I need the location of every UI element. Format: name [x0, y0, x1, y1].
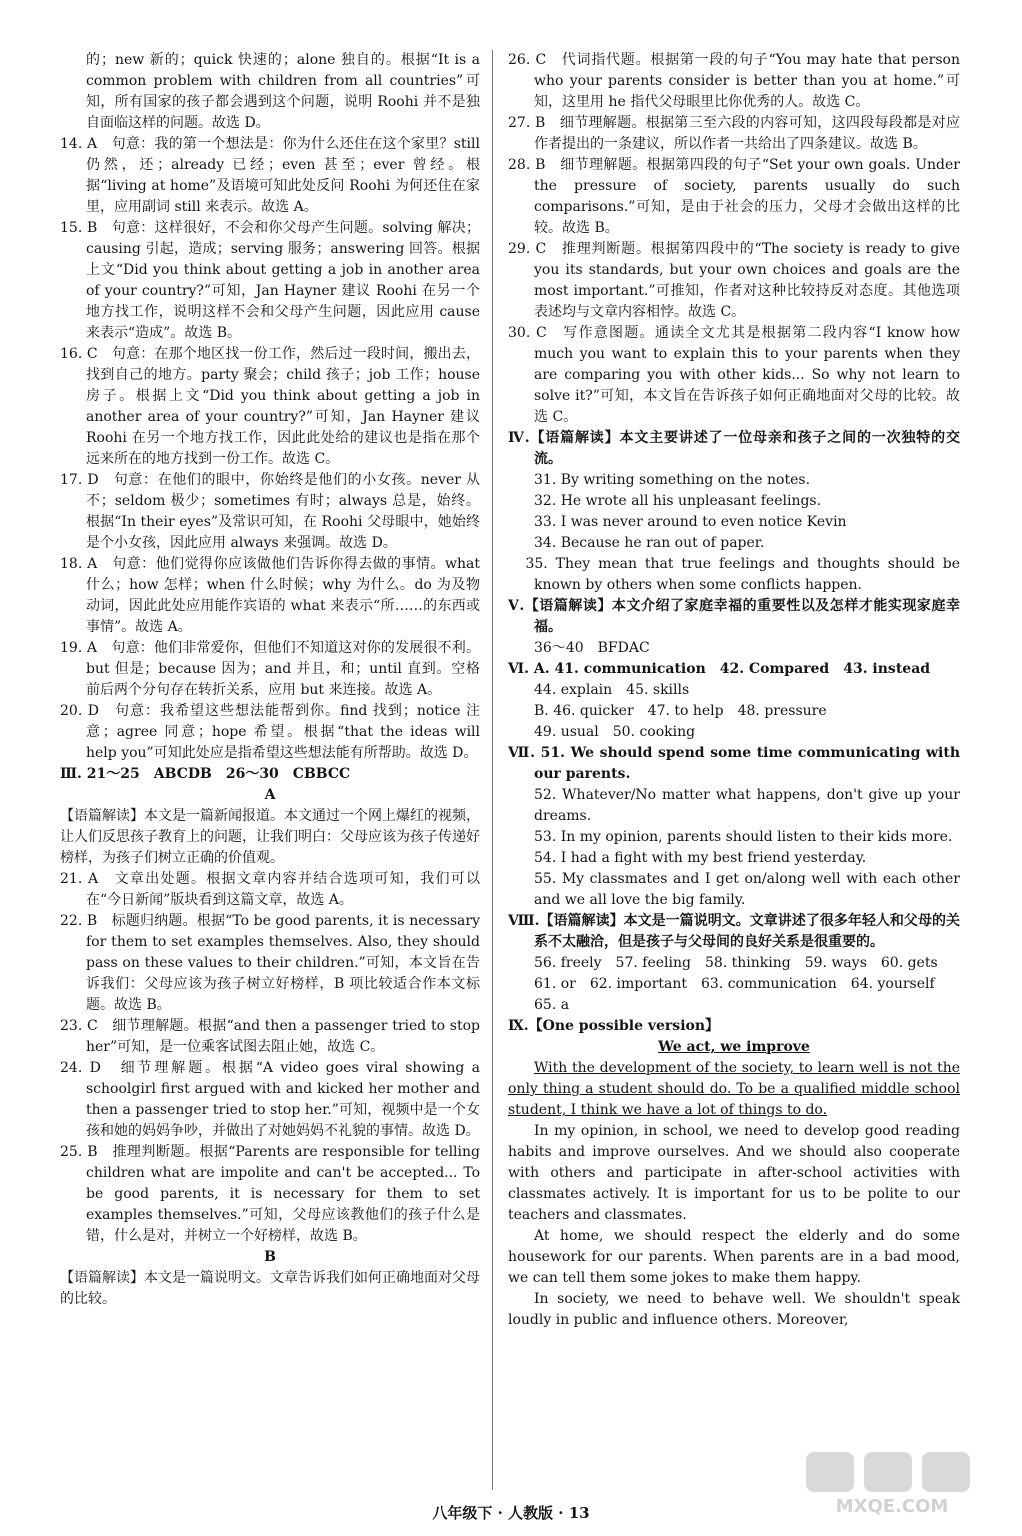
- right-text-block: Ⅳ.【语篇解读】本文主要讲述了一位母亲和孩子之间的一次独特的交流。: [508, 430, 960, 467]
- left-text-block: 的；new 新的；quick 快速的；alone 独自的。根据“It is a common problem with children from all countries”可知，所有国家的孩子都会遇到这个问题，说明 Roohi 并不是独自面临这样的问题。故选 D。: [86, 52, 480, 131]
- right-text-block: 33. I was never around to even notice Kevin: [534, 514, 847, 530]
- right-text-block: 55. My classmates and I get on/along well with each other and we all love the big family.: [534, 871, 960, 908]
- left-text-block: 【语篇解读】本文是一篇新闻报道。本文通过一个网上爆红的视频，让人们反思孩子教育上的问题，让我们明白：父母应该为孩子传递好榜样，为孩子们树立正确的价值观。: [60, 808, 480, 866]
- right-text-block: At home, we should respect the elderly and do some housework for our parents. When parents are in a bad mood, we can tell them some jokes to make them happy.: [508, 1228, 960, 1286]
- right-text-block: Ⅵ. A. 41. communication 42. Compared 43. instead: [508, 661, 931, 677]
- right-text-block: 29. C 推理判断题。根据第四段中的“The society is ready to give you its standards, but your own choices and goals are the most important.”可推知，作者对这种比较持反对态度。其他选项表述均与文章内容相悖。故选 C。: [508, 241, 960, 320]
- watermark-logo: [802, 1448, 982, 1518]
- left-text-block: 22. B 标题归纳题。根据“To be good parents, it is necessary for them to set examples themselves. Also, they should pass on these values to their children.”可知，本文旨在告诉我们：父母应该为孩子树立好榜样，B 项比较适合作本文标题。故选 B。: [60, 913, 480, 1013]
- right-text-block: B. 46. quicker 47. to help 48. pressure: [534, 703, 827, 719]
- right-text-block: In society, we need to behave well. We shouldn't speak loudly in public and influence others. Moreover,: [508, 1291, 960, 1328]
- left-text-block: Ⅲ. 21～25 ABCDB 26～30 CBBCC: [60, 766, 351, 782]
- left-text-block: 25. B 推理判断题。根据“Parents are responsible for telling children what are impolite and can't be accepted... To be good parents, it is necessary for them to set examples themselves.”可知，父母应该教他们的孩子什么是错，什么是对，并树立一个好榜样，故选 B。: [60, 1144, 480, 1244]
- right-text-block: Ⅶ. 51. We should spend some time communicating with our parents.: [508, 745, 960, 782]
- right-text-block: 27. B 细节理解题。根据第三至六段的内容可知，这四段每段都是对应作者提出的一条建议，所以作者一共给出了四条建议。故选 B。: [508, 115, 960, 152]
- right-text-block: 52. Whatever/No matter what happens, don't give up your dreams.: [534, 787, 960, 824]
- right-text-block: 26. C 代词指代题。根据第一段的句子“You may hate that person who your parents consider is better than you at home.”可知，这里用 he 指代父母眼里比你优秀的人。故选 C。: [508, 52, 960, 110]
- left-text-block: 20. D 句意：我希望这些想法能帮到你。find 找到；notice 注意；agree 同意；hope 希望。根据“that the ideas will help you”可知此处应是指希望这些想法能有所帮助。故选 D。: [60, 703, 480, 761]
- right-text-block: We act, we improve: [658, 1039, 810, 1055]
- right-text-block: 36～40 BFDAC: [534, 640, 650, 656]
- left-text-block: 14. A 句意：我的第一个想法是：你为什么还住在这个家里？still 仍然，还；already 已经；even 甚至；ever 曾经。根据“living at home”及语境可知此处反问 Roohi 为何还住在家里，应用副词 still 来表示。故选 A。: [60, 136, 480, 215]
- right-text-block: 44. explain 45. skills: [534, 682, 690, 698]
- right-text-block: 32. He wrote all his unpleasant feelings.: [534, 493, 822, 509]
- right-text-block: 30. C 写作意图题。通读全文尤其是根据第二段内容“I know how much you want to explain this to your parents when they are comparing you with other kids... So why not learn to solve it?”可知，本文旨在告诉孩子如何正确地面对父母的比较。故选 C。: [508, 325, 960, 425]
- right-text-block: 56. freely 57. feeling 58. thinking 59. ways 60. gets: [534, 955, 938, 971]
- right-text-block: 34. Because he ran out of paper.: [534, 535, 765, 551]
- right-text-block: Ⅴ.【语篇解读】本文介绍了家庭幸福的重要性以及怎样才能实现家庭幸福。: [508, 598, 960, 635]
- left-text-block: 15. B 句意：这样很好，不会和你父母产生问题。solving 解决；causing 引起，造成；serving 服务；answering 回答。根据上文“Did you think about getting a job in another area of your country?”可知，Jan Hayner 建议 Roohi 在另一个地方找工作，说明这样不会和父母产生问题，因此应用 cause 来表示“造成”。故选 B。: [60, 220, 480, 341]
- right-text-block: 61. or 62. important 63. communication 64. yourself: [534, 976, 935, 992]
- right-text-block: Ⅷ.【语篇解读】本文是一篇说明文。文章讲述了很多年轻人和父母的关系不太融洽，但是孩子与父母间的良好关系是很重要的。: [508, 913, 960, 950]
- left-text-block: 24. D 细节理解题。根据“A video goes viral showing a schoolgirl first argued with and kicked her mother and then a passenger tried to stop her.”可知，视频中是一个女孩和她的妈妈争吵，并做出了对她妈妈不礼貌的事情。故选 D。: [60, 1060, 480, 1139]
- right-text-block: In my opinion, in school, we need to develop good reading habits and improve ourselves. And we should also cooperate with others and participate in after-school activities with classmates actively. It is important for us to be polite to our teachers and classmates.: [508, 1123, 960, 1223]
- right-text-block: With the development of the society, to learn well is not the only thing a student should do. To be a qualified middle school student, I think we have a lot of things to do.: [508, 1060, 960, 1118]
- right-text-block: 65. a: [534, 997, 570, 1013]
- right-text-block: 54. I had a fight with my best friend yesterday.: [534, 850, 867, 866]
- page-footer: 八年级下 · 人教版 · 13: [432, 1504, 590, 1522]
- right-text-block: Ⅸ.【One possible version】: [508, 1018, 720, 1034]
- right-text-block: 28. B 细节理解题。根据第四段的句子“Set your own goals. Under the pressure of society, parents usually do such comparisons.”可知，是由于社会的压力，父母才会做出这样的比较。故选 B。: [508, 157, 960, 236]
- right-text-block: 35. They mean that true feelings and thoughts should be known by others when some conflicts happen.: [508, 556, 960, 593]
- left-text-block: 23. C 细节理解题。根据“and then a passenger tried to stop her”可知，是一位乘客试图去阻止她，故选 C。: [60, 1018, 480, 1055]
- left-column: [60, 50, 480, 1310]
- watermark-text: MXQE.COM: [835, 1496, 949, 1517]
- left-text-block: 【语篇解读】本文是一篇说明文。文章告诉我们如何正确地面对父母的比较。: [60, 1270, 480, 1307]
- right-text-block: 49. usual 50. cooking: [534, 724, 696, 740]
- left-text-block: 18. A 句意：他们觉得你应该做他们告诉你得去做的事情。what 什么；how 怎样；when 什么时候；why 为什么。do 为及物动词，因此此处应用能作宾语的 what 来表示“所……的东西或事情”。故选 A。: [60, 556, 480, 635]
- left-text-block: 21. A 文章出处题。根据文章内容并结合选项可知，我们可以在“今日新闻”版块看到这篇文章，故选 A。: [60, 871, 480, 908]
- left-text-block: 16. C 句意：在那个地区找一份工作，然后过一段时间，搬出去，找到自己的地方。party 聚会；child 孩子；job 工作；house 房子。根据上文“Did you think about getting a job in another area of your country?”可知，Jan Hayner 建议 Roohi 在另一个地方找工作，因此此处给的建议也是指在那个远来所在的地方找到一份工作。故选 C。: [60, 346, 480, 467]
- right-text-block: 53. In my opinion, parents should listen to their kids more.: [534, 829, 953, 845]
- left-text-block: B: [264, 1249, 276, 1265]
- left-text-block: 17. D 句意：在他们的眼中，你始终是他们的小女孩。never 从不；seldom 极少；sometimes 有时；always 总是，始终。根据“In their eyes”及常识可知，在 Roohi 父母眼中，她始终是个小女孩，因此应用 always 来强调。故选 D。: [60, 472, 480, 551]
- right-text-block: 31. By writing something on the notes.: [534, 472, 811, 488]
- left-text-block: A: [264, 787, 276, 803]
- right-column: [508, 50, 960, 1331]
- left-text-block: 19. A 句意：他们非常爱你，但他们不知道这对你的发展很不利。but 但是；because 因为；and 并且，和；until 直到。空格前后两个分句存在转折关系，应用 but 来连接。故选 A。: [60, 640, 480, 698]
- column-divider: [492, 50, 493, 1490]
